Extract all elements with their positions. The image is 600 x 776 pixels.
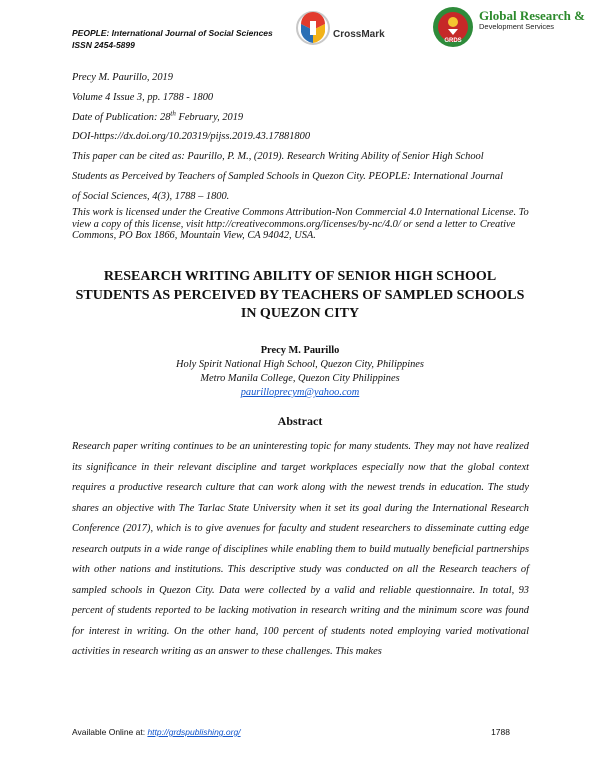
crossmark-label: CrossMark (333, 28, 385, 40)
publisher-link[interactable]: http://grdspublishing.org/ (147, 727, 241, 737)
author-block (72, 344, 528, 400)
author-email-link[interactable]: paurilloprecym@yahoo.com (240, 387, 360, 398)
page-number: 1788 (491, 727, 510, 737)
page-footer (72, 727, 528, 737)
author-year: Precy M. Paurillo, 2019 (72, 72, 173, 83)
abstract-heading: Abstract (277, 414, 323, 428)
citation-metadata (72, 68, 542, 207)
journal-header (72, 27, 273, 51)
doi: DOI-https://dx.doi.org/10.20319/pijss.2019.43.17881800 (72, 131, 311, 143)
author-name: Precy M. Paurillo (260, 345, 340, 356)
crossmark-icon (296, 10, 330, 46)
footer-availability: Available Online at: http://grdspublishing.org/ (72, 727, 241, 737)
citation-line-1: This paper can be cited as: Paurillo, P. M., (2019). Research Writing Ability of Senior High School (72, 151, 484, 163)
citation-line-3: of Social Sciences, 4(3), 1788 – 1800. (72, 190, 230, 202)
journal-issn: ISSN 2454-5899 (72, 40, 135, 50)
publication-date: Date of Publication: 28th February, 2019 (72, 109, 244, 123)
volume-issue: Volume 4 Issue 3, pp. 1788 - 1800 (72, 91, 214, 103)
grds-subtitle: Development Services (479, 22, 555, 31)
journal-name: PEOPLE: International Journal of Social Sciences (72, 28, 273, 38)
grds-logo (430, 5, 585, 49)
grds-badge-label: GRDS (444, 38, 462, 44)
affiliation-1: Holy Spirit National High School, Quezon City, Philippines (176, 359, 424, 370)
license-notice: This work is licensed under the Creative Commons Attribution-Non Commercial 4.0 International License. To view a copy of this license, visit http://creativecommons.org/licenses/by-nc/4.0/ or send a letter to Creative Commons, PO Box 1866, Mountain View, CA 94042, USA. (72, 207, 529, 242)
grds-title: Global Research & (479, 8, 585, 23)
crossmark-logo[interactable] (296, 10, 385, 46)
grds-seal-icon (430, 5, 476, 49)
abstract-text: Research paper writing continues to be an uninteresting topic for many students. They may not have realized its significance in their relevant discipline and target workplaces especially now that the global context requires a productive research culture that can work along with the newest trends in education. The study shares an objective with The Tarlac State University when it set its goal during the International Research Conference (2017), which is to give avenues for faculty and student researchers to disseminate cutting edge research outputs in a wide range of disciplines while enabling them to build mutually beneficial partnerships with other nations and institutions. This descriptive study was conducted on all the Research teachers of sampled schools in Quezon City. Data were collected by a valid and reliable questionnaire. In total, 93 percent of students reported to be lacking motivation in research writing and the minimum score was found for interest in writing. On the other hand, 100 percent of students noted employing varied motivational activities in research writing as an answer to these challenges. This makes (72, 441, 529, 657)
citation-line-2: Students as Perceived by Teachers of Sampled Schools in Quezon City. PEOPLE: International Journal (72, 170, 503, 182)
paper-title: RESEARCH WRITING ABILITY OF SENIOR HIGH SCHOOL STUDENTS AS PERCEIVED BY TEACHERS OF SAMPLED SCHOOLS IN QUEZON CITY (75, 269, 525, 322)
affiliation-2: Metro Manila College, Quezon City Philippines (200, 373, 400, 384)
